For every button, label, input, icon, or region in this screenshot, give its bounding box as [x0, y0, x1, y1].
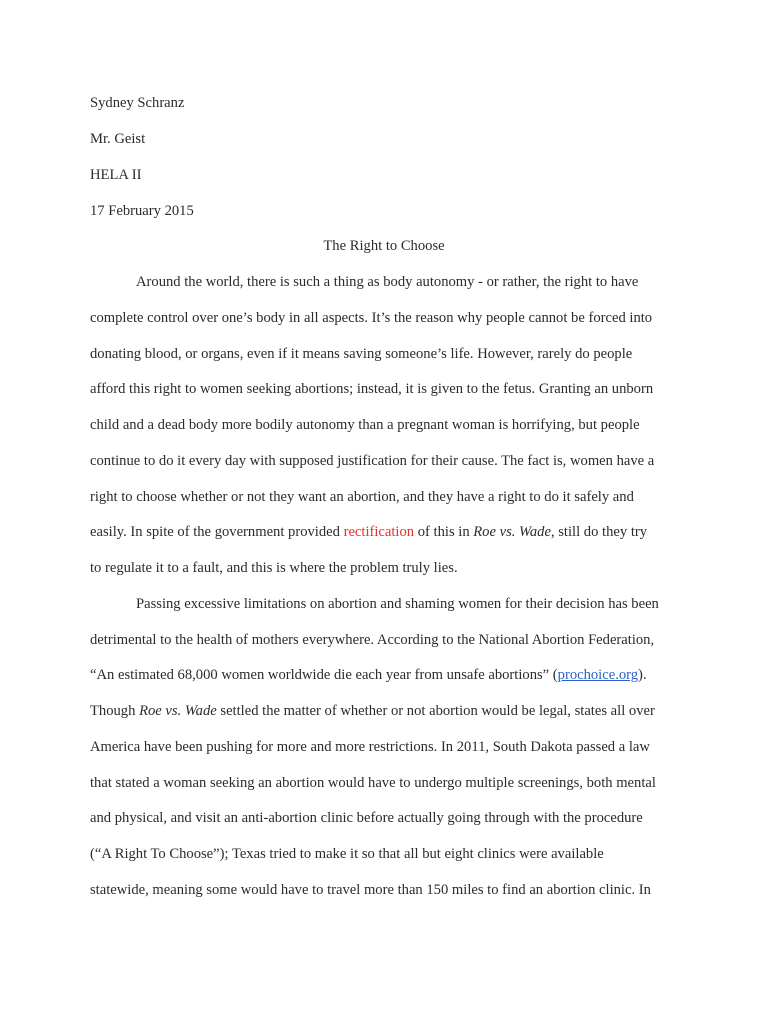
paragraph-line: and physical, and visit an anti-abortion clinic before actually going through with the procedure [90, 810, 643, 826]
paragraph-line: continue to do it every day with supposed justification for their cause. The fact is, women have a [90, 453, 655, 469]
paragraph-line: (“A Right To Choose”); Texas tried to make it so that all but eight clinics were available [90, 846, 604, 862]
prochoice-link[interactable]: prochoice.org [557, 667, 639, 683]
paragraph-line: statewide, meaning some would have to travel more than 150 miles to find an abortion clinic. In [90, 882, 651, 898]
text-run: of this in [414, 524, 474, 540]
course-name: HELA II [90, 167, 142, 183]
paragraph-line: afford this right to women seeking abortions; instead, it is given to the fetus. Granting an unborn [90, 381, 654, 397]
teacher-name: Mr. Geist [90, 131, 146, 147]
paragraph-line [90, 665, 647, 685]
paragraph-line: right to choose whether or not they want an abortion, and they have a right to do it safely and [90, 489, 634, 505]
paragraph-line: detrimental to the health of mothers everywhere. According to the National Abortion Federation, [90, 632, 655, 648]
text-run: ). [638, 667, 647, 683]
text-run: Though [90, 703, 140, 719]
paragraph-line: complete control over one’s body in all aspects. It’s the reason why people cannot be forced into [90, 310, 653, 326]
flagged-word: rectification [343, 524, 415, 540]
paragraph-line: America have been pushing for more and more restrictions. In 2011, South Dakota passed a law [90, 739, 650, 755]
case-name-italic: Roe vs. Wade [473, 524, 551, 540]
text-run: , still do they try [550, 524, 648, 540]
text-run: settled the matter of whether or not abortion would be legal, states all over [216, 703, 655, 719]
text-run: “An estimated 68,000 women worldwide die each year from unsafe abortions” ( [90, 667, 558, 683]
paragraph-line [90, 701, 655, 721]
paragraph-line: to regulate it to a fault, and this is where the problem truly lies. [90, 560, 458, 576]
essay-date: 17 February 2015 [90, 203, 194, 219]
text-run: easily. In spite of the government provided [90, 524, 344, 540]
paragraph-line: Around the world, there is such a thing as body autonomy - or rather, the right to have [136, 274, 639, 290]
paragraph-line: child and a dead body more bodily autonomy than a pregnant woman is horrifying, but people [90, 417, 640, 433]
case-name-italic: Roe vs. Wade [139, 703, 217, 719]
paragraph-line: that stated a woman seeking an abortion would have to undergo multiple screenings, both mental [90, 775, 656, 791]
author-name: Sydney Schranz [90, 95, 185, 111]
paragraph-line [90, 522, 647, 542]
paragraph-line: donating blood, or organs, even if it means saving someone’s life. However, rarely do people [90, 346, 633, 362]
paragraph-line: Passing excessive limitations on abortion and shaming women for their decision has been [136, 596, 659, 612]
essay-title: The Right to Choose [323, 238, 445, 254]
